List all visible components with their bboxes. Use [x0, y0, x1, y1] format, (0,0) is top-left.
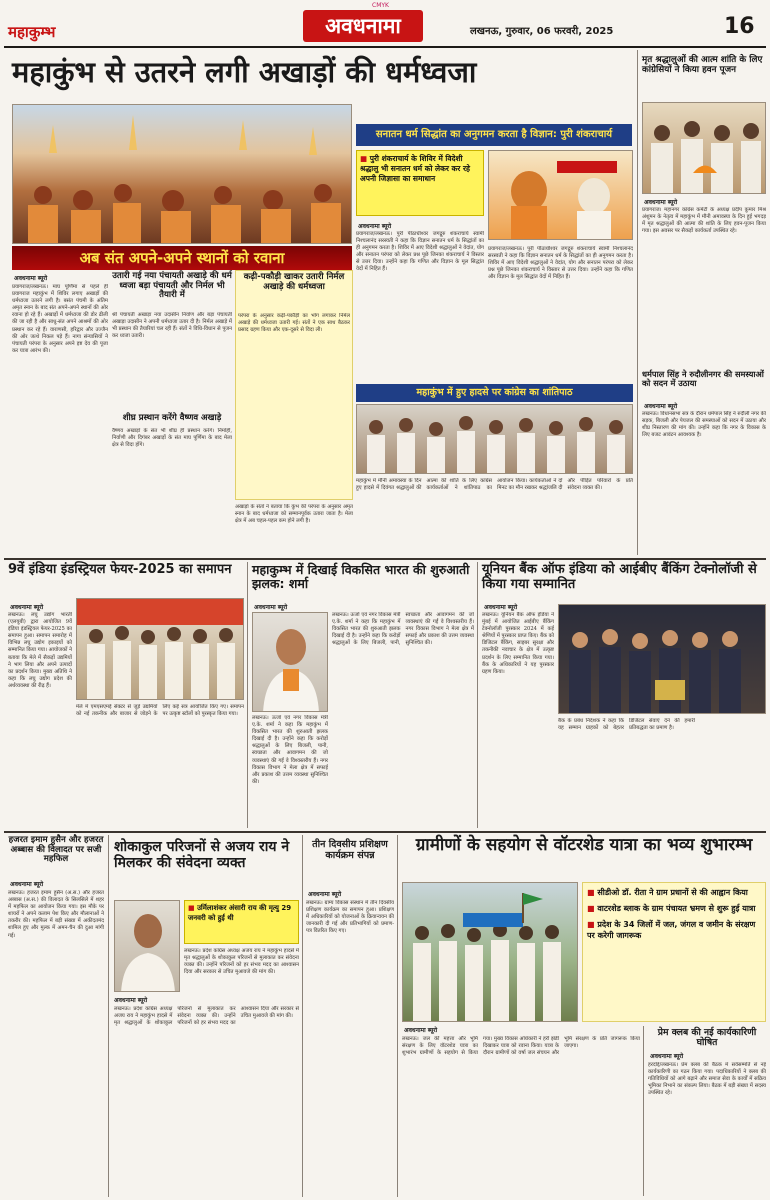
akhada-crowd-photo [12, 104, 352, 244]
masthead-logo: अवधनामा [303, 10, 423, 42]
bank-body2: बैंक के प्रबंध निदेशक ने कहा कि यह सम्मान ग्राहकों को बेहतर डिजिटल सेवाएं देने की हमारी प्रतिबद्धता का प्रमाण है। [558, 718, 695, 732]
fair-photo [76, 598, 244, 700]
hazrat-body: लखनऊ। हजरत इमाम हुसैन (अ.स.) और हजरत अब्बास (अ.स.) की विलादत के सिलसिले में शहर में महफिल का आयोजन किया गया। इस मौके पर शायरों ने अपने कलाम पेश किए और मौलानाओं ने तकरीर की। महफिल में बड़ी संख्या में अकीदतमंद शामिल हुए और मुल्क में अमन-चैन की दुआ मांगी गई। [8, 890, 104, 939]
fair-body2: मेले में एमएसएमई सेक्टर से जुड़े उद्यमियों को नई तकनीक और बाजार से जोड़ने के लिए कई सत्र आयोजित किए गए। समापन पर उत्कृष्ट स्टॉलों को पुरस्कृत किया गया। [76, 704, 244, 718]
bank-byline: अवधनामा ब्यूरो [484, 604, 518, 611]
mid-rule-1 [4, 558, 766, 560]
ajay-body: लखनऊ। प्रदेश कांग्रेस अध्यक्ष अजय राय ने महाकुंभ हादसे में मृत श्रद्धालुओं के शोकाकुल परिजनों से मुलाकात कर संवेदना व्यक्त की। उन्होंने परिजनों को हर संभव मदद का आश्वासन दिया और सरकार से उचित मुआवजे की मांग की। [114, 1006, 299, 1027]
congress-photo [356, 404, 633, 474]
watershed-photo [402, 882, 578, 1022]
train-body: लखनऊ। ग्राम्य विकास संस्थान में तीन दिवसीय प्रशिक्षण कार्यक्रम का समापन हुआ। प्रशिक्षण में अधिकारियों को योजनाओं के क्रियान्वयन की जानकारी दी गई और प्रतिभागियों को प्रमाण-पत्र वितरित किए गए। [306, 900, 394, 935]
page-number: 16 [724, 14, 755, 39]
water-bullet-3: ■ प्रदेश के 34 जिलों में जल, जंगल व जमीन के संरक्षण पर करेगी जागरूक [587, 920, 756, 940]
hazrat-head: हजरत इमाम हुसैन और हजरत अब्बास की विलादत पर सजी महफिल [8, 835, 104, 865]
mid-rule-2 [4, 831, 766, 833]
ajay-highlight: ■ उर्मिलाशंकर अंसारी राय की मृत्यु 29 जनवरी को हुई थी [184, 900, 299, 944]
water-body: लखनऊ। जल की महत्ता और भूमि संरक्षण के लिए वॉटरशेड यात्रा का शुभारंभ ग्रामीणों के सहयोग से किया गया। मुख्य विकास अधिकारी ने हरी झंडी दिखाकर यात्रा को रवाना किया। यात्रा के दौरान ग्रामीणों को वर्षा जल संचयन और भूमि संरक्षण के प्रति जागरूक किया जाएगा। [402, 1036, 640, 1057]
fair-head: 9वें इंडिया इंडस्ट्रियल फेयर-2025 का समापन [8, 562, 232, 577]
hazrat-byline: अवधनामा ब्यूरो [10, 881, 44, 888]
ajay-body-top: लखनऊ। प्रदेश कांग्रेस अध्यक्ष अजय राय ने महाकुंभ हादसे में मृत श्रद्धालुओं के शोकाकुल परिजनों से मुलाकात कर संवेदना व्यक्त की। उन्होंने परिजनों को हर संभव मदद का आश्वासन दिया और सरकार से उचित मुआवजे की मांग की। [184, 948, 299, 976]
prem-byline: अवधनामा ब्यूरो [650, 1053, 684, 1060]
sub3-body: परंपरा के अनुसार कढ़ी-पकौड़ी का भोग लगाकर निर्मल अखाड़े की धर्मध्वजा उतारी गई। संतों ने एक साथ बैठकर प्रसाद ग्रहण किया और एक-दूसरे से विदा ली। [238, 313, 350, 334]
col-rule-f [643, 1026, 644, 1196]
sharma-byline: अवधनामा ब्यूरो [254, 604, 288, 611]
water-bullets [582, 882, 766, 1022]
fair-body: लखनऊ। लघु उद्योग भारती (एलयूबी) द्वारा आयोजित 9वें इंडिया इंडस्ट्रियल फेयर-2025 का समापन हुआ। समापन समारोह में विभिन्न लघु उद्योग इकाइयों को सम्मानित किया गया। आयोजकों ने बताया कि मेले में सैकड़ों उद्यमियों ने भाग लिया और अपने उत्पादों का प्रदर्शन किया। मुख्य अतिथि ने कहा कि लघु उद्योग प्रदेश की अर्थव्यवस्था की रीढ़ हैं। [8, 612, 72, 689]
shankaracharya-photo [488, 150, 633, 240]
main-banner: अब संत अपने-अपने स्थानों को रवाना [12, 246, 352, 270]
col-rule-d [302, 835, 303, 1197]
sharma-body: लखनऊ। ऊर्जा एवं नगर विकास मंत्री ए.के. शर्मा ने कहा कि महाकुंभ में विकसित भारत की शुरुआती झलक दिखाई दी है। उन्होंने कहा कि करोड़ों श्रद्धालुओं के लिए बिजली, पानी, स्वच्छता और आवागमन की जो व्यवस्थाएं की गईं वे विश्वस्तरीय हैं। नगर विकास विभाग ने मेला क्षेत्र में सफाई और प्रकाश की उत्तम व्यवस्था सुनिश्चित की। [252, 715, 328, 785]
dateline: लखनऊ, गुरुवार, 06 फरवरी, 2025 [470, 26, 614, 37]
sub1-head: उतारी गई नया पंचायती अखाड़े की धर्म ध्वजा बड़ा पंचायती और निर्मल भी तैयारी में [112, 271, 232, 301]
cmyk-mark: CMYK [372, 2, 389, 9]
main-body-a: प्रयागराज/लखनऊ। माघ पूर्णिमा से पहले ही प्रयागराज महाकुंभ में शिविर लगाए अखाड़ों की धर्मध्वजा उतरने लगी है। बसंत पंचमी के अंतिम अमृत स्नान के बाद संत अपने-अपने स्थानों की ओर रवाना हो रहे हैं। अखाड़ों में धर्मध्वजा की डोर ढीली की जा रही है और साधु-संत अपने आश्रमों की ओर प्रस्थान कर रहे हैं। वाराणसी, हरिद्वार और उज्जैन की ओर जत्थे निकल पड़े हैं। नागा संन्यासियों ने पंचायती परंपरा के अनुसार अपने इष्ट देव की पूजा कर यात्रा आरंभ की। [12, 284, 108, 354]
havan-photo [642, 102, 766, 194]
sub2-head: शीघ्र प्रस्थान करेंगे वैष्णव अखाड़े [122, 413, 222, 423]
sub2-body: वैष्णव अखाड़ों के संत भी शीघ्र ही प्रस्थान करेंगे। निर्मोही, निर्वाणी और दिगंबर अखाड़ों के संत माघ पूर्णिमा के बाद मेला क्षेत्र से विदा होंगे। [112, 428, 232, 449]
sharma-body-right: लखनऊ। ऊर्जा एवं नगर विकास मंत्री ए.के. शर्मा ने कहा कि महाकुंभ में विकसित भारत की शुरुआती झलक दिखाई दी है। उन्होंने कहा कि करोड़ों श्रद्धालुओं के लिए बिजली, पानी, स्वच्छता और आवागमन की जो व्यवस्थाएं की गईं वे विश्वस्तरीय हैं। नगर विकास विभाग ने मेला क्षेत्र में सफाई और प्रकाश की उत्तम व्यवस्था सुनिश्चित की। [332, 612, 474, 647]
sharma-photo [252, 612, 328, 712]
congress-body: महाकुंभ में मौनी अमावस्या के दिन हुए हादसे में दिवंगत श्रद्धालुओं की आत्मा की शांति के लिए कांग्रेस कार्यकर्ताओं ने शांतिपाठ का आयोजन किया। कार्यकर्ताओं ने दो मिनट का मौन रखकर श्रद्धांजलि दी और पीड़ित परिवारों के प्रति संवेदना व्यक्त की। [356, 478, 633, 492]
bank-award-photo [558, 604, 766, 714]
main-body-b: अखाड़ों के संतों ने बताया कि कुंभ की परंपरा के अनुसार अमृत स्नान के बाद धर्मध्वजा को सम्मानपूर्वक उतारा जाता है। मेला क्षेत्र में अब चहल-पहल कम होने लगी है। [235, 504, 353, 525]
puri-body: प्रयागराज/लखनऊ। पुरी पीठाधीश्वर जगद्गुरु शंकराचार्य स्वामी निश्चलानंद सरस्वती ने कहा कि विज्ञान सनातन धर्म के सिद्धांतों का ही अनुगमन करता है। शिविर में आए विदेशी श्रद्धालुओं ने वेदांत, योग और सनातन परंपरा को लेकर प्रश्न पूछे जिनका शंकराचार्य ने विस्तार से उत्तर दिया। उन्होंने कहा कि गणित और विज्ञान के मूल सिद्धांत वेदों में निहित हैं। [356, 231, 484, 273]
header-rule [4, 46, 766, 48]
sub1-body: श्री पंचायती अखाड़ा नया उदासीन निर्वाण और बड़ा पंचायती अखाड़ा उदासीन ने अपनी धर्मध्वजा उतार दी है। निर्मल अखाड़े में भी प्रस्थान की तैयारियां चल रही हैं। संतों ने विधि-विधान से पूजन कर ध्वजा उतारी। [112, 312, 232, 340]
right-body: प्रयागराज। महानगर कांग्रेस कमेटी के अध्यक्ष प्रदीप कुमार मिश्र अंशुमन के नेतृत्व में महाकुंभ में मौनी अमावस्या के दिन हुई भगदड़ में मृत श्रद्धालुओं की आत्मा की शांति के लिए हवन-पूजन किया गया। इस अवसर पर सैकड़ों कार्यकर्ता उपस्थित रहे। [642, 207, 766, 235]
congress-caption: महाकुंभ में हुए हादसे पर कांग्रेस का शांतिपाठ [356, 384, 633, 402]
ajay-rai-photo [114, 900, 180, 992]
water-byline: अवधनामा ब्यूरो [404, 1027, 438, 1034]
prem-head: प्रेम क्लब की नई कार्यकारिणी घोषित [657, 1027, 757, 1049]
train-byline: अवधनामा ब्यूरो [308, 891, 342, 898]
puri-bar: सनातन धर्म सिद्धांत का अनुगमन करता है विज्ञान: पुरी शंकराचार्य [356, 124, 632, 146]
bank-body: लखनऊ। यूनियन बैंक ऑफ इंडिया ने मुंबई में आयोजित आईबीए बैंकिंग टेक्नोलॉजी पुरस्कार 2024 में कई श्रेणियों में पुरस्कार प्राप्त किए। बैंक को डिजिटल बैंकिंग, साइबर सुरक्षा और तकनीकी नवाचार के क्षेत्र में उत्कृष्ट प्रदर्शन के लिए सम्मानित किया गया। बैंक के अधिकारियों ने यह पुरस्कार ग्रहण किया। [482, 612, 554, 675]
water-head: ग्रामीणों के सहयोग से वॉटरशेड यात्रा का भव्य शुभारम्भ [415, 835, 753, 855]
col-rule-e [397, 835, 398, 1197]
ajay-byline: अवधनामा ब्यूरो [114, 997, 148, 1004]
col-rule-a [247, 562, 248, 828]
water-bullet-2: ■ वाटरशेड ब्लाक के ग्राम पंचायत भ्रमण से शुरू हुई यात्रा [587, 904, 756, 913]
prem-body: हरदोई/लखनऊ। प्रेम क्लब की बैठक में सर्वसम्मति से नई कार्यकारिणी का गठन किया गया। पदाधिकारियों ने क्लब की गतिविधियों को आगे बढ़ाने और समाज सेवा के कार्यों में सक्रिय भूमिका निभाने का संकल्प लिया। बैठक में बड़ी संख्या में सदस्य उपस्थित रहे। [648, 1062, 766, 1097]
right-column-divider [637, 50, 638, 555]
right-sub-byline: अवधनामा ब्यूरो [644, 403, 678, 410]
bank-head: यूनियन बैंक ऑफ इंडिया को आईबीए बैंकिंग टेक्नोलॉजी से किया गया सम्मानित [482, 562, 757, 592]
col-rule-b [477, 562, 478, 828]
train-head: तीन दिवसीय प्रशिक्षण कार्यक्रम संपन्न [312, 839, 388, 861]
puri-highlight: ■ पुरी शंकराचार्य के शिविर में विदेशी श्रद्धालु भी सनातन धर्म को लेकर कर रहे अपनी जिज्ञासा का समाधान [356, 150, 484, 216]
sharma-head: महाकुम्भ में दिखाई विकसित भारत की शुरुआती झलक: शर्मा [252, 562, 470, 591]
fair-byline: अवधनामा ब्यूरो [10, 604, 44, 611]
right-head: मृत श्रद्धालुओं की आत्म शांति के लिए कांग्रेसियों ने किया हवन पूजन [642, 55, 763, 75]
right-byline: अवधनामा ब्यूरो [644, 199, 678, 206]
col-rule-c [108, 835, 109, 1197]
sub3-head: कढ़ी-पकौड़ी खाकर उतारी निर्मल अखाड़े की धर्मध्वजा [243, 272, 345, 292]
main-headline: महाकुंभ से उतरने लगी अखाड़ों की धर्मध्वजा [12, 55, 477, 89]
puri-body-right: प्रयागराज/लखनऊ। पुरी पीठाधीश्वर जगद्गुरु शंकराचार्य स्वामी निश्चलानंद सरस्वती ने कहा कि विज्ञान सनातन धर्म के सिद्धांतों का ही अनुगमन करता है। शिविर में आए विदेशी श्रद्धालुओं ने वेदांत, योग और सनातन परंपरा को लेकर प्रश्न पूछे जिनका शंकराचार्य ने विस्तार से उत्तर दिया। उन्होंने कहा कि गणित और विज्ञान के मूल सिद्धांत वेदों में निहित हैं। [488, 246, 633, 281]
section-label: महाकुम्भ [8, 23, 56, 41]
main-byline: अवधनामा ब्यूरो [14, 275, 48, 282]
puri-byline: अवधनामा ब्यूरो [358, 223, 392, 230]
right-sub-body: लखनऊ। विधानसभा सत्र के दौरान धर्मपाल सिंह ने रुदौली नगर की सड़क, बिजली और पेयजल की समस्याओं को सदन में उठाया और शीघ्र निस्तारण की मांग की। उन्होंने कहा कि नगर के विकास के लिए बजट आवंटन आवश्यक है। [642, 411, 766, 439]
water-bullet-1: ■ सीडीओ डॉ. रीता ने ग्राम प्रधानों से की आह्वान किया [587, 888, 748, 897]
ajay-head: शोकाकुल परिजनों से अजय राय ने मिलकर की संवेदना व्यक्त [114, 839, 290, 871]
right-sub-head: धर्मपाल सिंह ने रुदौलीनगर की समस्याओं को सदन में उठाया [642, 369, 764, 389]
